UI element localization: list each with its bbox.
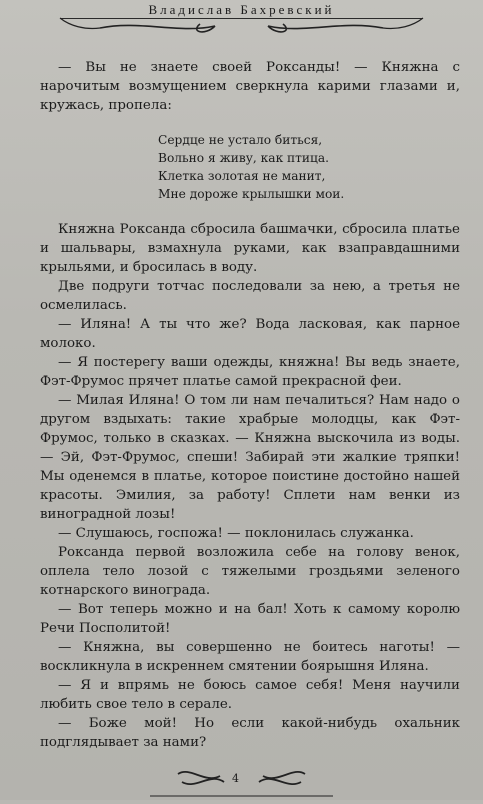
poem-block (158, 131, 460, 203)
footer-ornament-icon (0, 760, 483, 800)
paragraph: Две подруги тотчас последовали за нею, а третья не осмелилась. (40, 279, 460, 313)
paragraph: — Боже мой! Но если какой-нибудь охальник подглядывает за нами? (40, 716, 460, 750)
paragraph: — Милая Иляна! О том ли нам печалиться? Нам надо о другом вздыхать: такие храбрые молодцы, как Фэт-Фрумос, только в сказках. — Княжна выскочила из воды. — Эй, Фэт-Фрумос, спеши! Забирай эти жалкие тряпки! Мы оденемся в платье, которое поистине достойно нашей красоты. Эмилия, за работу! Сплети нам венки из виноградной лозы! (40, 393, 460, 522)
poem-line: Сердце не устало биться, (158, 133, 323, 147)
poem-line: Вольно я живу, как птица. (158, 151, 330, 165)
paragraph: — Слушаюсь, госпожа! — поклонилась служанка. (58, 526, 414, 541)
page-footer (0, 760, 483, 800)
paragraph: — Вот теперь можно и на бал! Хоть к самому королю Речи Посполитой! (40, 602, 460, 636)
paragraph: — Я постерегу ваши одежды, княжна! Вы ведь знаете, Фэт-Фрумос прячет платье самой прекрасной феи. (40, 355, 460, 389)
paragraph: — Княжна, вы совершенно не боитесь наготы! — воскликнула в искреннем смятении боярышня Иляна. (40, 640, 460, 674)
paragraph: — Вы не знаете своей Роксанды! — Княжна с нарочитым возмущением сверкнула карими глазами и, кружась, пропела: (40, 60, 460, 113)
running-header (0, 0, 483, 46)
paragraph: Княжна Роксанда сбросила башмачки, сбросила платье и шальвары, взмахнула руками, как взаправдашними крыльями, и бросилась в воду. (40, 222, 460, 275)
paragraph: Роксанда первой возложила себе на голову венок, оплела тело лозой с тяжелыми гроздьями зеленого котнарского винограда. (40, 545, 460, 598)
paragraph: — Иляна! А ты что же? Вода ласковая, как парное молоко. (40, 317, 460, 351)
body-text (40, 58, 460, 752)
page-number: 4 (232, 772, 239, 785)
poem-line: Мне дороже крылышки мои. (158, 187, 345, 201)
header-author: Владислав Бахревский (143, 2, 341, 17)
paragraph: — Я и впрямь не боюсь самое себя! Меня научили любить свое тело в серале. (40, 678, 460, 712)
header-ornament-icon (0, 16, 483, 46)
poem-line: Клетка золотая не манит, (158, 169, 326, 183)
